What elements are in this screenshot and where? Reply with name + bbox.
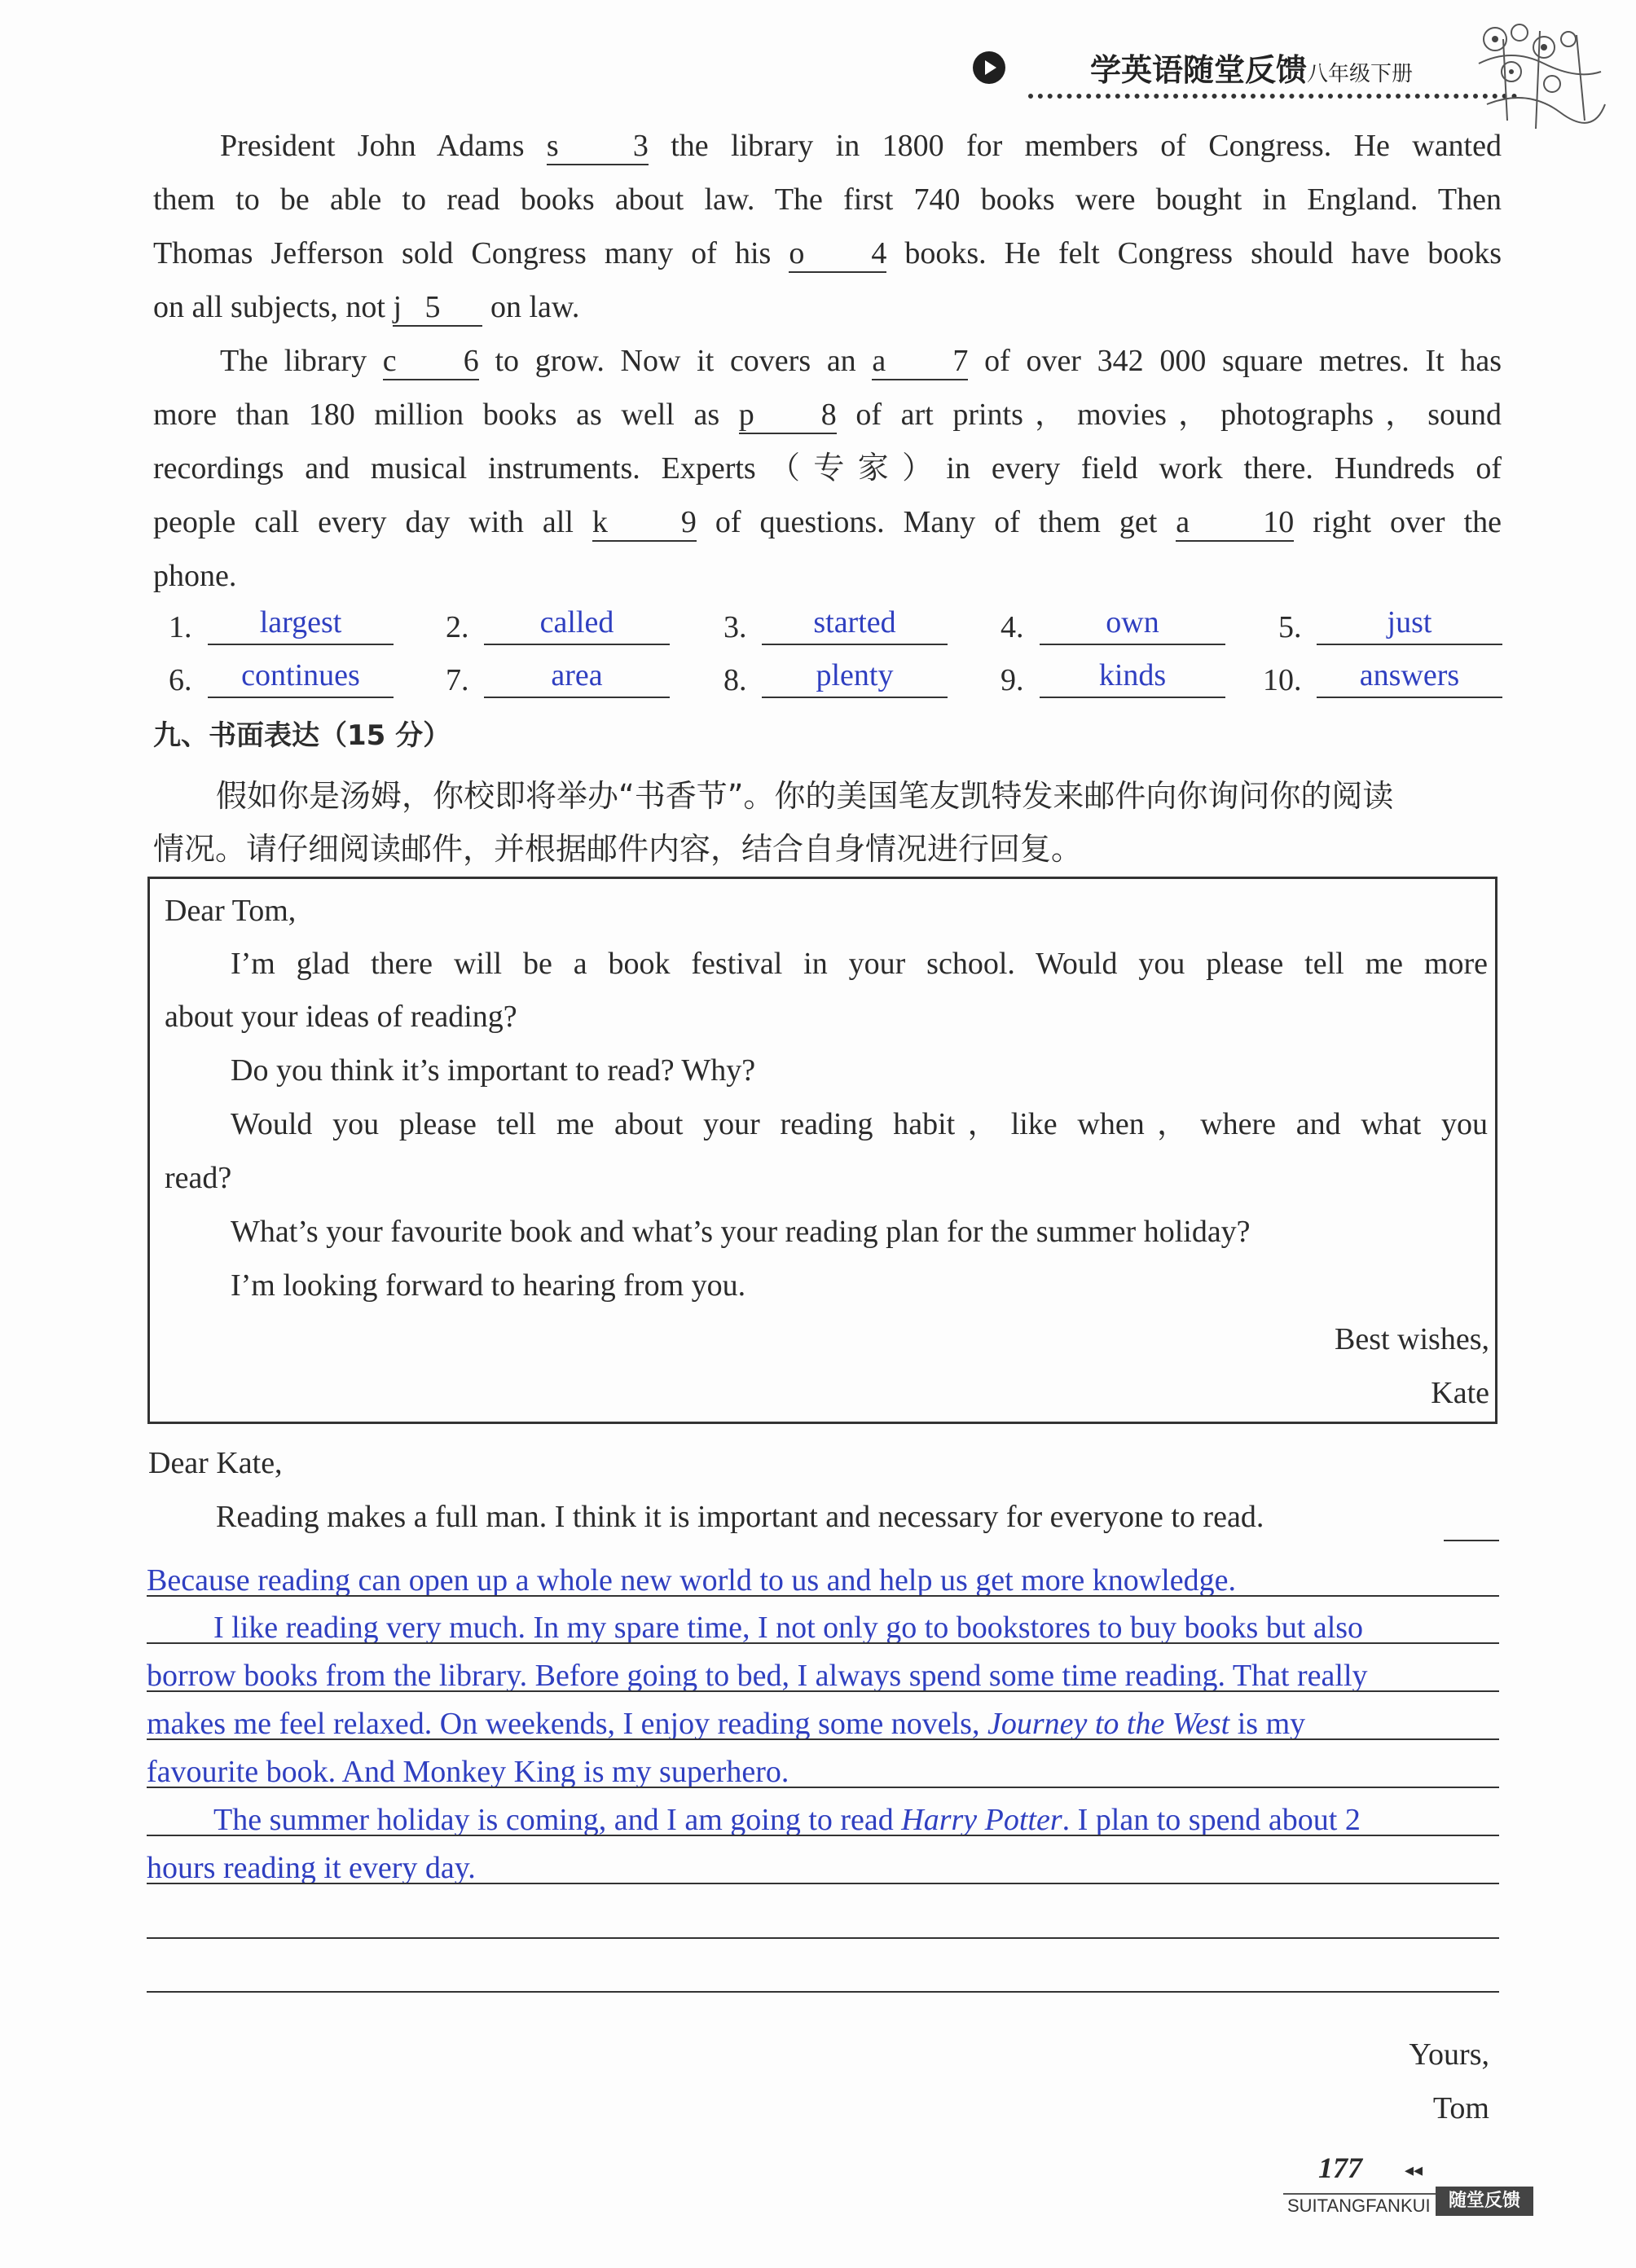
answer-value: called bbox=[484, 603, 670, 645]
answer-value: plenty bbox=[762, 656, 948, 698]
answer-value: continues bbox=[208, 656, 394, 698]
answer-value: started bbox=[762, 603, 948, 645]
instruction-text: 假如你是汤姆，你校即将举办“书香节”。你的美国笔友凯特发来邮件向你询问你的阅读 bbox=[216, 778, 1394, 814]
answer-number: 4. bbox=[1001, 610, 1024, 644]
reply-given-sentence: Reading makes a full man. I think it is important and necessary for everyone to read. bbox=[216, 1500, 1264, 1534]
writing-line: hours reading it every day. bbox=[147, 1851, 476, 1885]
passage-line: on all subjects, not j 5 on law. bbox=[153, 284, 1502, 330]
passage-line: phone. bbox=[153, 559, 237, 593]
header-dotted-rule bbox=[1028, 94, 1517, 99]
footer-pinyin: SUITANGFANKUI bbox=[1287, 2195, 1431, 2216]
page-number: 177 bbox=[1318, 2152, 1362, 2184]
blank-4: o 4 bbox=[789, 235, 886, 273]
passage-line: The library c 6 to grow. Now it covers an a 7 of over 342 000 square metres. It has bbox=[153, 338, 1502, 384]
blank-3: s 3 bbox=[547, 128, 649, 165]
email-line: What’s your favourite book and what’s your reading plan for the summer holiday? bbox=[231, 1215, 1251, 1249]
footer-rule bbox=[1283, 2193, 1442, 2195]
writing-rule bbox=[147, 1883, 1499, 1884]
blank-9: k 9 bbox=[592, 504, 697, 542]
writing-line: I like reading very much. In my spare time, I not only go to bookstores to buy books but also bbox=[213, 1611, 1364, 1645]
email-line: I’m glad there will be a book festival in your school. Would you please tell me more bbox=[231, 947, 1488, 981]
blank-8: p 8 bbox=[739, 397, 837, 434]
blank-10: a 10 bbox=[1176, 504, 1294, 542]
writing-rule bbox=[147, 1787, 1499, 1788]
writing-rule bbox=[147, 1642, 1499, 1644]
writing-line: makes me feel relaxed. On weekends, I enjoy reading some novels, Journey to the West is my bbox=[147, 1707, 1306, 1741]
answer-number: 3. bbox=[723, 610, 747, 644]
reply-signature: Tom bbox=[1432, 2091, 1489, 2125]
email-closing: Best wishes, bbox=[1335, 1322, 1489, 1356]
answer-number: 10. bbox=[1263, 663, 1302, 697]
passage-line: recordings and musical instruments. Experts（专家）in every field work there. Hundreds of bbox=[153, 451, 1502, 486]
email-signature: Kate bbox=[1431, 1376, 1489, 1410]
answer-number: 7. bbox=[446, 663, 469, 697]
passage-line: President John Adams s 3 the library in 1800 for members of Congress. He wanted bbox=[153, 123, 1502, 169]
answer-value: kinds bbox=[1040, 656, 1225, 698]
writing-line: The summer holiday is coming, and I am going to read Harry Potter. I plan to spend about 2 bbox=[213, 1803, 1361, 1837]
writing-rule bbox=[147, 1937, 1499, 1939]
blank-6: c 6 bbox=[383, 343, 479, 380]
header-title: 学英语随堂反馈八年级下册 bbox=[1090, 52, 1414, 88]
flower-ornament-icon bbox=[1462, 15, 1609, 137]
book-title: Journey to the West bbox=[987, 1707, 1230, 1741]
blank-5: j 5 bbox=[393, 289, 482, 327]
play-icon bbox=[973, 51, 1005, 84]
email-line: Do you think it’s important to read? Why? bbox=[231, 1053, 756, 1088]
section-heading: 九、书面表达（15 分） bbox=[153, 719, 451, 752]
writing-line: favourite book. And Monkey King is my superhero. bbox=[147, 1755, 789, 1789]
answer-value: just bbox=[1317, 603, 1502, 645]
email-line: I’m looking forward to hearing from you. bbox=[231, 1268, 746, 1303]
answer-number: 1. bbox=[169, 610, 192, 644]
writing-line: borrow books from the library. Before going to bed, I always spend some time reading. That really bbox=[147, 1659, 1368, 1693]
footer-badge: 随堂反馈 bbox=[1436, 2187, 1533, 2216]
writing-rule bbox=[147, 1738, 1499, 1740]
answer-number: 2. bbox=[446, 610, 469, 644]
writing-line: Because reading can open up a whole new world to us and help us get more knowledge. bbox=[147, 1563, 1236, 1598]
answer-number: 6. bbox=[169, 663, 192, 697]
writing-rule bbox=[147, 1595, 1499, 1597]
reply-salutation: Dear Kate, bbox=[148, 1446, 283, 1480]
answer-value: own bbox=[1040, 603, 1225, 645]
writing-rule bbox=[147, 1835, 1499, 1836]
passage-line: people call every day with all k 9 of questions. Many of them get a 10 right over the bbox=[153, 499, 1502, 545]
blank-7: a 7 bbox=[872, 343, 968, 380]
answer-value: answers bbox=[1317, 656, 1502, 698]
answer-number: 8. bbox=[723, 663, 747, 697]
answer-value: largest bbox=[208, 603, 394, 645]
book-title: Harry Potter bbox=[901, 1803, 1062, 1837]
writing-rule bbox=[147, 1991, 1499, 1993]
header-subtitle: 八年级下册 bbox=[1307, 62, 1414, 86]
passage-line: Thomas Jefferson sold Congress many of his o 4 books. He felt Congress should have books bbox=[153, 231, 1502, 276]
answer-value: area bbox=[484, 656, 670, 698]
email-line: read? bbox=[165, 1161, 232, 1195]
reply-closing: Yours, bbox=[1409, 2037, 1489, 2072]
answer-number: 5. bbox=[1278, 610, 1302, 644]
email-line: Would you please tell me about your reading habit，like when，where and what you bbox=[231, 1107, 1488, 1141]
instruction-text: 情况。请仔细阅读邮件，并根据邮件内容，结合自身情况进行回复。 bbox=[153, 831, 1083, 867]
passage-line: them to be able to read books about law. The first 740 books were bought in England. Then bbox=[153, 182, 1502, 217]
answer-number: 9. bbox=[1001, 663, 1024, 697]
writing-rule bbox=[1444, 1540, 1499, 1541]
email-line: about your ideas of reading? bbox=[165, 1000, 517, 1034]
passage-line: more than 180 million books as well as p 8 of art prints，movies，photographs，sound bbox=[153, 392, 1502, 437]
email-salutation: Dear Tom, bbox=[165, 894, 297, 928]
double-arrow-icon: ◂◂ bbox=[1405, 2160, 1423, 2181]
writing-rule bbox=[147, 1690, 1499, 1692]
